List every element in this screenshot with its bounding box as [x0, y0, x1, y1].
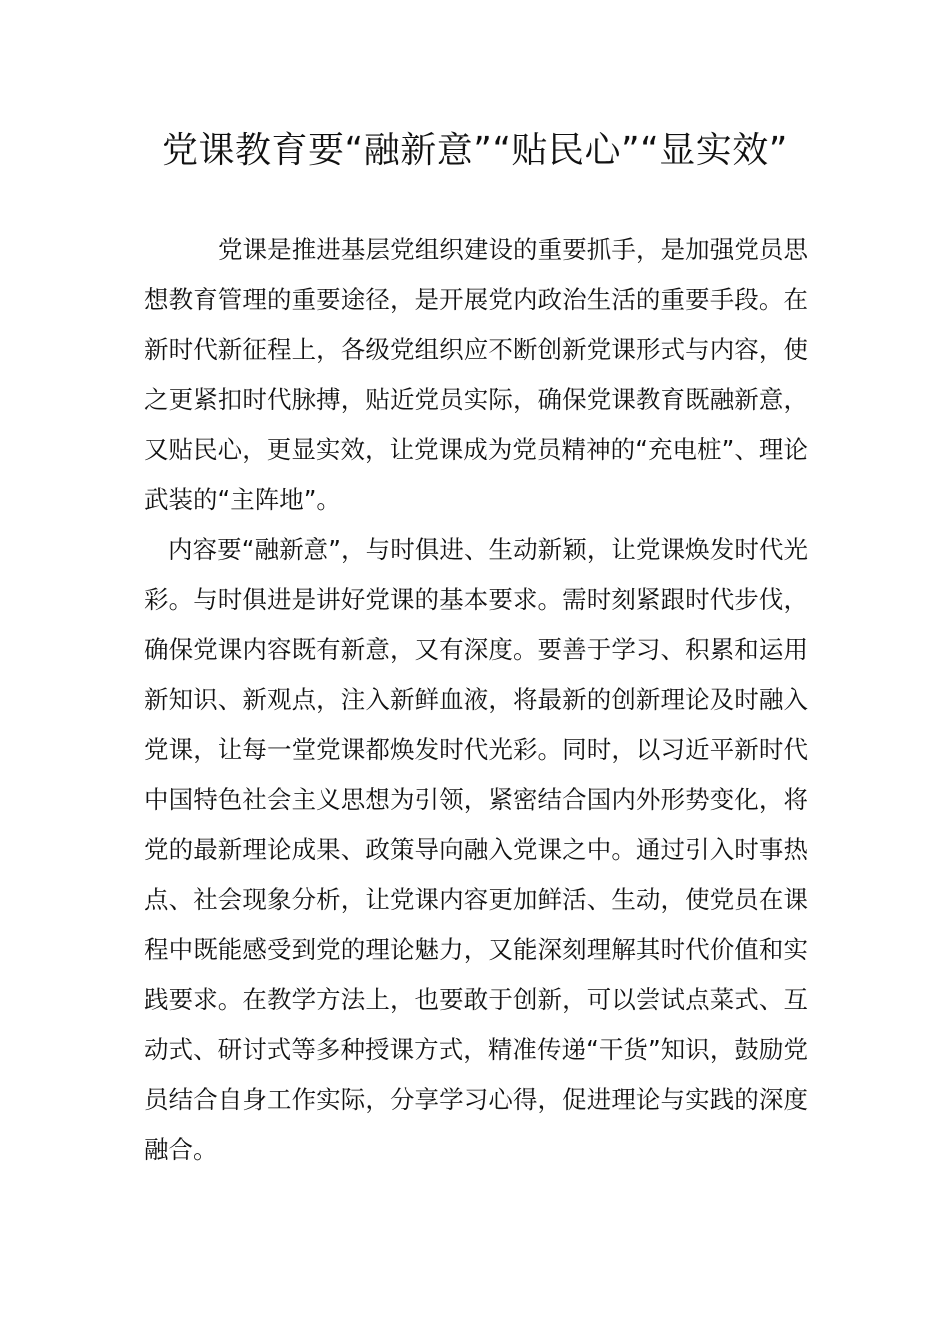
- paragraph-intro: 党课是推进基层党组织建设的重要抓手，是加强党员思想教育管理的重要途径，是开展党内政治生活的重要手段。在新时代新征程上，各级党组织应不断创新党课形式与内容，使之更紧扣时代脉搏，贴近党员实际，确保党课教育既融新意，又贴民心，更显实效，让党课成为党员精神的“充电桩”、理论武装的“主阵地”。: [144, 235, 808, 514]
- document-title: 党课教育要“融新意”“贴民心”“显实效”: [162, 130, 788, 171]
- paragraph-content-innovation: 内容要“融新意”，与时俱进、生动新颖，让党课焕发时代光彩。与时俱进是讲好党课的基本要求。需时刻紧跟时代步伐，确保党课内容既有新意，又有深度。要善于学习、积累和运用新知识、新观点，注入新鲜血液，将最新的创新理论及时融入党课，让每一堂党课都焕发时代光彩。同时，以习近平新时代中国特色社会主义思想为引领，紧密结合国内外形势变化，将党的最新理论成果、政策导向融入党课之中。通过引入时事热点、社会现象分析，让党课内容更加鲜活、生动，使党员在课程中既能感受到党的理论魅力，又能深刻理解其时代价值和实践要求。在教学方法上，也要敢于创新，可以尝试点菜式、互动式、研讨式等多种授课方式，精准传递“干货”知识，鼓励党员结合自身工作实际，分享学习心得，促进理论与实践的深度融合。: [144, 535, 808, 1164]
